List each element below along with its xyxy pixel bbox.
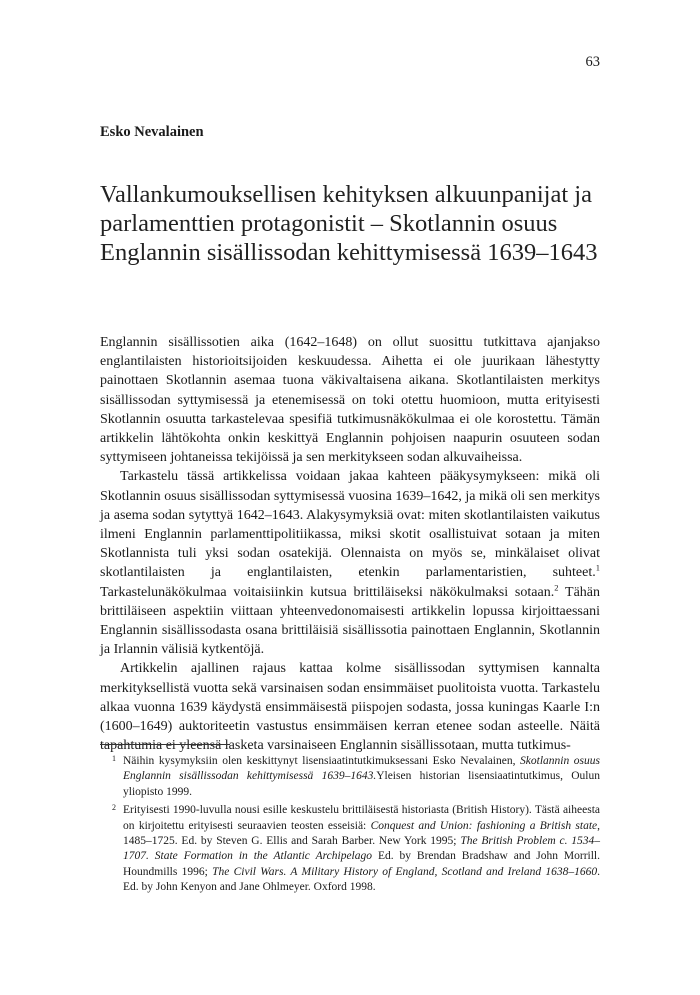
footnote-2-title-2: The British Problem c. 1534–1707. State Formation in the Atlantic Archipelago <box>123 835 601 863</box>
footnotes <box>112 754 600 899</box>
footnote-1 <box>112 754 600 800</box>
paragraph-1: Englannin sisällissotien aika (1642–1648) on ollut suosittu tutkittava ajanjakso englantilaisten historioitsijoiden keskuudessa. Aihetta ei ole juurikaan lähestytty painottaen Skotlannin asemaa tuona väkivaltaisena aikana. Skotlantilaisten merkitys sisällissodan syttymisessä ja etenemisessä on toki otettu huomioon, mutta erityisesti Skotlannin osuutta tarkastelevaa spesifiä tutkimusnäkökulmaa ei ole korostettu. Tämän artikkelin lähtökohta onkin keskittyä Englannin pohjoisen naapurin osuuteen sodan syttymiseen johtaneissa tekijöissä ja sen merkitykseen sodan alkuvaiheissa. <box>100 335 600 466</box>
paragraph-2 <box>100 467 600 659</box>
paragraph-2-part-2: Tarkastelunäkökulmaa voitaisiinkin kutsua brittiläiseksi näkökulmaksi sotaan. <box>100 584 555 600</box>
footnote-2-text-1: Erityisesti 1990-luvulla nousi esille keskustelu brittiläisestä historiasta (British History). Tästä aiheesta on kirjoitettu erityisesti seuraavien teosten esseisiä: <box>123 804 600 832</box>
footnote-1-title: Skotlannin osuus Englannin sisällissodan kehittymisessä 1639–1643. <box>123 755 600 783</box>
footnote-2 <box>112 803 600 895</box>
footnote-2-title-1: Conquest and Union: fashioning a British state <box>370 819 598 832</box>
article-title: Vallankumouksellisen kehityksen alkuunpanijat ja parlamenttien protagonistit – Skotlannin osuus Englannin sisällissodan kehittymisessä 1639–1643 <box>100 181 598 266</box>
footnote-2-text-3: Ed. by Brendan Bradshaw and John Morrill. Houndmills 1996; <box>123 850 600 878</box>
footnote-ref-2: 2 <box>554 581 559 592</box>
footnote-1-source: Yleisen historian lisensiaatintutkimus, Oulun yliopisto 1999. <box>123 770 600 798</box>
article-body <box>100 333 600 755</box>
footnote-2-text-2: , 1485–1725. Ed. by Steven G. Ellis and Sarah Barber. New York 1995; <box>123 819 600 848</box>
paragraph-2-part-1: Tarkastelu tässä artikkelissa voidaan jakaa kahteen pääkysymykseen: mikä oli Skotlannin osuus sisällissodan syttymisessä vuosina 1639–1642, ja mikä oli sen merkitys ja asema sodan sytyttyä 1642–1643. Alakysymyksiä ovat: miten skotlantilaisten vaikutus ilmeni Englannin parlamenttipolitiikassa, miksi skotit osallistuivat sotaan ja miten Skotlannista tuli yksi sodan osatekijä. Olennaista on myös se, minkälaiset olivat skotlantilaisten ja englantilaisten, etenkin parlamentaristien, suhteet. <box>100 469 600 581</box>
footnote-1-number: 1 <box>112 754 116 763</box>
footnote-separator <box>100 744 230 745</box>
footnote-2-text-4: . Ed. by John Kenyon and Jane Ohlmeyer. Oxford 1998. <box>123 865 600 894</box>
footnote-1-text: Näihin kysymyksiin olen keskittynyt lisensiaatintutkimuksessani Esko Nevalainen, <box>123 755 521 767</box>
footnote-2-number: 2 <box>112 803 116 813</box>
paragraph-2-part-3: Tähän brittiläiseen aspektiin viittaan yhteenvedonomaisesti artikkelin lopussa kirjoittaessani Englannin sisällissodasta osana brittiläisiä sisällissotia painottaen Englannin, Skotlannin ja Irlannin välisiä kytkentöjä. <box>100 584 600 658</box>
footnote-2-title-3: The Civil Wars. A Military History of England, Scotland and Ireland 1638–1660 <box>212 865 598 878</box>
footnote-ref-1: 1 <box>595 562 600 573</box>
paragraph-3: Artikkelin ajallinen rajaus kattaa kolme sisällissodan syttymisen kannalta merkityksellistä vuotta sekä varsinaisen sodan ensimmäiset puolitoista vuotta. Tarkastelu alkaa vuonna 1639 käydystä ensimmäisestä piispojen sodasta, jossa kuningas Kaarle I:n (1600–1649) auktoriteetin vastustus ensimmäisen kerran etenee sodan asteelle. Näitä tapahtumia ei yleensä lasketa varsinaiseen Englannin sisällissotaan, mutta tutkimus- <box>100 661 600 754</box>
author-name: Esko Nevalainen <box>100 124 204 140</box>
page-number: 63 <box>585 54 600 70</box>
